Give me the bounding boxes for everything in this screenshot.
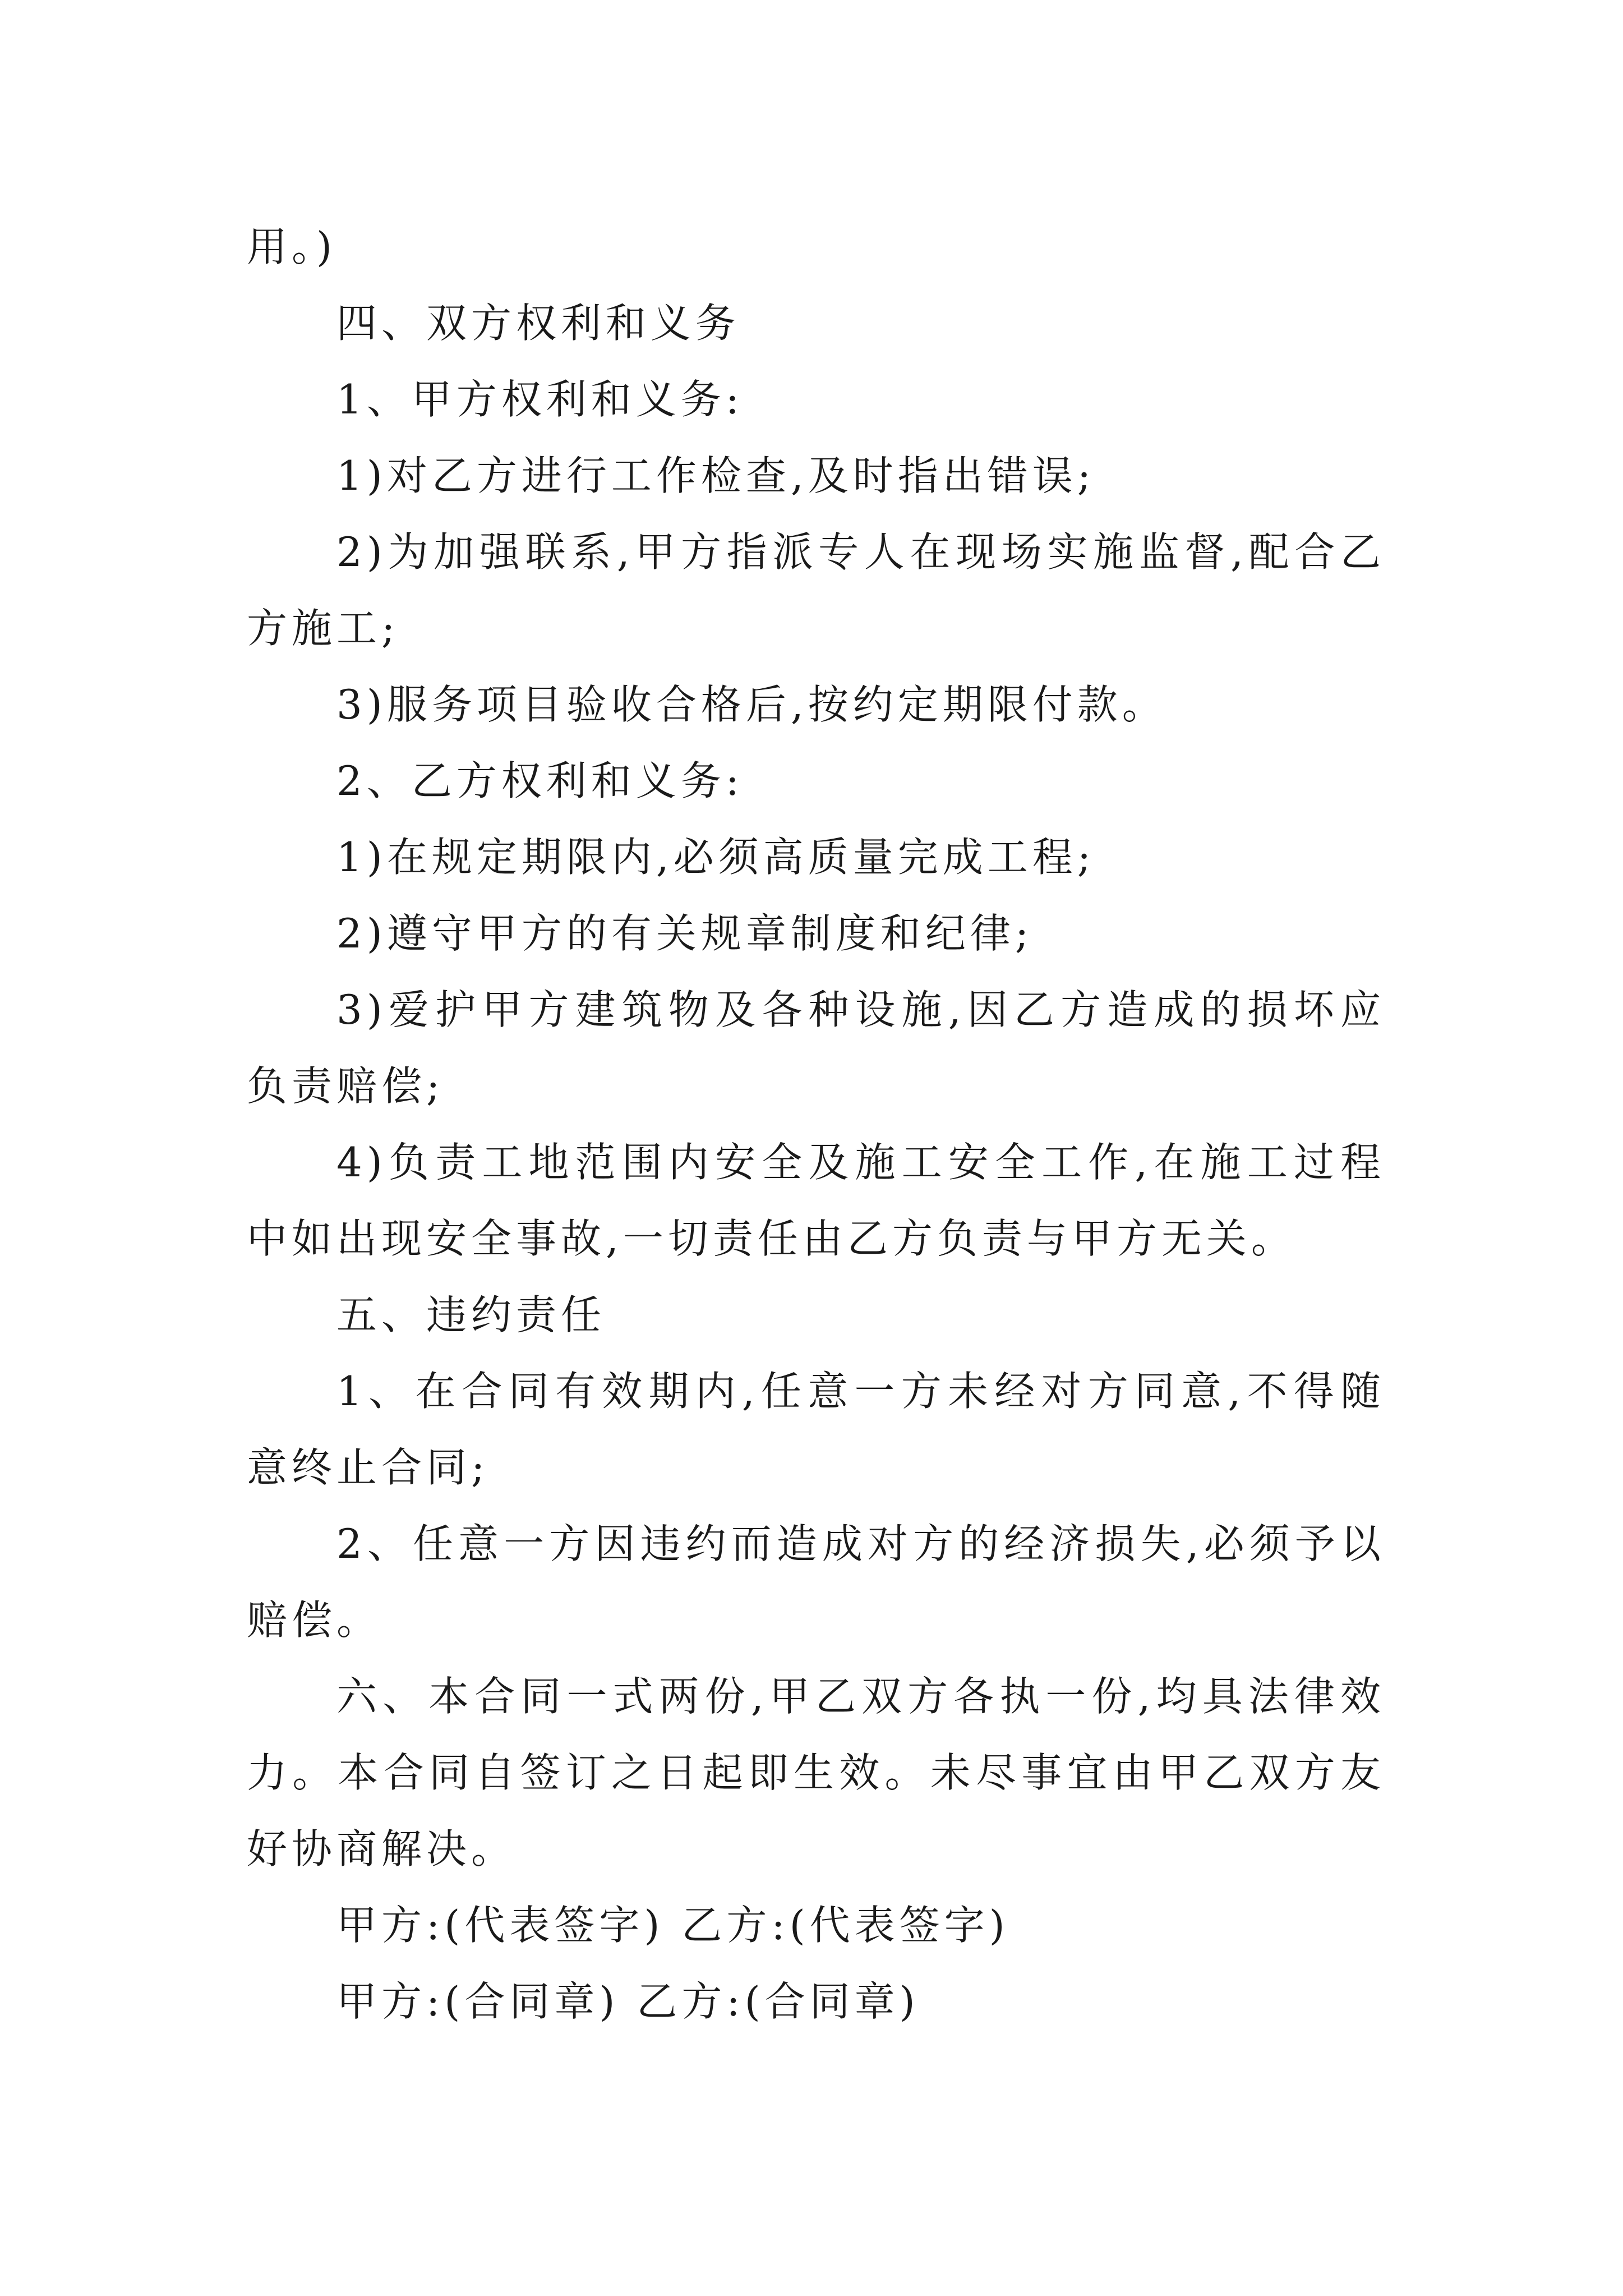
signature-line: 甲方:(代表签字) 乙方:(代表签字) — [336, 1902, 1009, 1949]
paragraph-continuation: 用。) — [247, 223, 337, 270]
section-heading-liability: 五、违约责任 — [336, 1291, 606, 1338]
document-body — [247, 209, 1385, 2040]
party-a-item-2: 2)为加强联系,甲方指派专人在现场实施监督,配合乙方施工; — [247, 528, 1385, 652]
subheading-party-b-rights: 2、乙方权利和义务: — [336, 757, 744, 804]
subheading-party-a-rights: 1、甲方权利和义务: — [336, 376, 744, 423]
section-heading-rights-obligations: 四、双方权利和义务 — [336, 300, 741, 347]
party-b-item-3: 3)爱护甲方建筑物及各种设施,因乙方造成的损坏应负责赔偿; — [247, 986, 1385, 1110]
section-copies-validity: 六、本合同一式两份,甲乙双方各执一份,均具法律效力。本合同自签订之日起即生效。未尽事宜由甲乙双方友好协商解决。 — [247, 1673, 1385, 1872]
seal-line: 甲方:(合同章) 乙方:(合同章) — [336, 1978, 920, 2025]
party-a-item-3: 3)服务项目验收合格后,按约定期限付款。 — [336, 681, 1167, 728]
party-a-item-1: 1)对乙方进行工作检查,及时指出错误; — [336, 452, 1096, 499]
party-b-item-2: 2)遵守甲方的有关规章制度和纪律; — [336, 910, 1034, 957]
liability-item-1: 1、在合同有效期内,任意一方未经对方同意,不得随意终止合同; — [247, 1368, 1385, 1491]
liability-item-2: 2、任意一方因违约而造成对方的经济损失,必须予以赔偿。 — [247, 1520, 1385, 1644]
party-b-item-1: 1)在规定期限内,必须高质量完成工程; — [336, 834, 1096, 881]
party-b-item-4: 4)负责工地范围内安全及施工安全工作,在施工过程中如出现安全事故,一切责任由乙方负责与甲方无关。 — [247, 1139, 1385, 1262]
